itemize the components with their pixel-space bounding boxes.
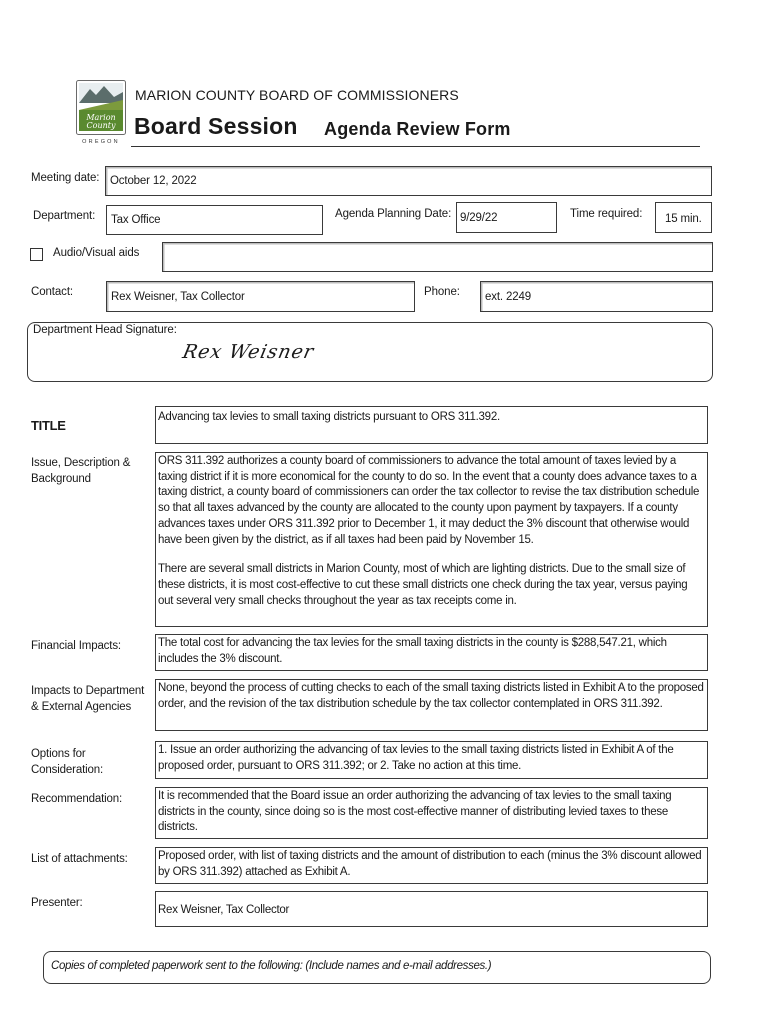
copies-box[interactable]: [43, 951, 711, 984]
issue-text: [158, 454, 704, 609]
copies-note: Copies of completed paperwork sent to the following: (Include names and e-mail addresses.): [51, 960, 492, 972]
svg-text:County: County: [86, 121, 116, 130]
agenda-planning-date-value: 9/29/22: [460, 212, 498, 224]
time-required-label: Time required:: [570, 208, 643, 220]
impacts-label-line2: & External Agencies: [31, 701, 132, 713]
impacts-field[interactable]: [155, 679, 708, 731]
meeting-date-label: Meeting date:: [31, 172, 100, 184]
form-title-bold: Board Session: [134, 113, 298, 139]
contact-value: Rex Weisner, Tax Collector: [111, 291, 245, 303]
audio-visual-checkbox[interactable]: [30, 248, 43, 261]
recommendation-text: It is recommended that the Board issue an order authorizing the advancing of tax levies to the small taxing districts in the county, since doing so is the most cost-effective manner of distributing levied taxes to these districts.: [158, 790, 672, 834]
issue-paragraph-1: ORS 311.392 authorizes a county board of commissioners to advance the total amount of taxes levied by a taxing district if it is more economical for the county to do so. In the event that a county does advance taxes to a taxing district, a county board of commissioners can order the tax collector to revise the tax distribution schedule so that all taxes advanced by the county are allocated to the county upon payment by taxpayers. If a county advances taxes under ORS 311.392 prior to December 1, it may deduct the 3% discount that otherwise would have been given by the district, as if all taxes had been paid by November 15.: [158, 455, 700, 546]
phone-value: ext. 2249: [485, 291, 531, 303]
time-required-value: 15 min.: [665, 213, 702, 225]
title-label: TITLE: [31, 418, 66, 433]
title-field[interactable]: [155, 406, 708, 444]
presenter-label: Presenter:: [31, 897, 83, 909]
phone-field[interactable]: [480, 281, 713, 312]
department-field[interactable]: [106, 205, 323, 235]
financial-impacts-text: The total cost for advancing the tax levies for the small taxing districts in the county is $288,547.21, which includes the 3% discount.: [158, 637, 667, 665]
issue-label-line1: Issue, Description &: [31, 457, 131, 469]
agenda-planning-date-field[interactable]: [456, 202, 557, 233]
department-label: Department:: [33, 210, 96, 222]
recommendation-field[interactable]: [155, 787, 708, 839]
financial-impacts-label: Financial Impacts:: [31, 640, 121, 652]
header-rule: [131, 146, 700, 147]
title-text: Advancing tax levies to small taxing districts pursuant to ORS 311.392.: [158, 411, 500, 423]
attachments-label: List of attachments:: [31, 853, 128, 865]
impacts-text: None, beyond the process of cutting checks to each of the small taxing districts listed in Exhibit A to the proposed order, and the revision of the tax distribution schedule by the tax collector contemplated in ORS 311.392.: [158, 682, 704, 710]
issue-field[interactable]: [155, 452, 708, 627]
issue-label-line2: Background: [31, 473, 91, 485]
contact-label: Contact:: [31, 286, 74, 298]
impacts-label-line1: Impacts to Department: [31, 685, 145, 697]
time-required-field[interactable]: [655, 202, 712, 233]
audio-visual-label: Audio/Visual aids: [53, 247, 140, 259]
svg-text:OREGON: OREGON: [82, 139, 120, 144]
attachments-field[interactable]: [155, 847, 708, 884]
attachments-text: Proposed order, with list of taxing districts and the amount of distribution to each (minus the 3% discount allowed by ORS 311.392) attached as Exhibit A.: [158, 850, 702, 878]
audio-visual-field[interactable]: [162, 242, 713, 272]
department-value: Tax Office: [111, 214, 161, 226]
svg-text:Marion: Marion: [86, 113, 116, 122]
contact-field[interactable]: [106, 281, 415, 312]
marion-county-logo: [76, 80, 126, 144]
meeting-date-field[interactable]: [105, 166, 712, 196]
phone-label: Phone:: [424, 286, 460, 298]
form-title-rest: Agenda Review Form: [324, 119, 511, 139]
presenter-field[interactable]: [155, 891, 708, 927]
options-text: 1. Issue an order authorizing the advancing of tax levies to the small taxing districts listed in Exhibit A of the proposed order, pursuant to ORS 311.392; or 2. Take no action at this time.: [158, 744, 674, 772]
financial-impacts-field[interactable]: [155, 634, 708, 671]
options-field[interactable]: [155, 741, 708, 779]
meeting-date-value: October 12, 2022: [110, 175, 197, 187]
recommendation-label: Recommendation:: [31, 793, 123, 805]
presenter-text: Rex Weisner, Tax Collector: [158, 904, 290, 916]
options-label-line2: Consideration:: [31, 764, 104, 776]
options-label-line1: Options for: [31, 748, 86, 760]
issue-paragraph-2: There are several small districts in Marion County, most of which are lighting districts. Due to the small size of these districts, it is most cost-effective to cut these small districts one check during the tax year, versus paying out several very small checks throughout the year as tax receipts come in.: [158, 563, 688, 607]
agenda-planning-date-label: Agenda Planning Date:: [335, 208, 452, 220]
signature-box[interactable]: [27, 322, 713, 382]
signature-label: Department Head Signature:: [33, 324, 177, 336]
signature-handwritten: Rex Weisner: [180, 341, 317, 363]
org-name: MARION COUNTY BOARD OF COMMISSIONERS: [135, 87, 459, 103]
